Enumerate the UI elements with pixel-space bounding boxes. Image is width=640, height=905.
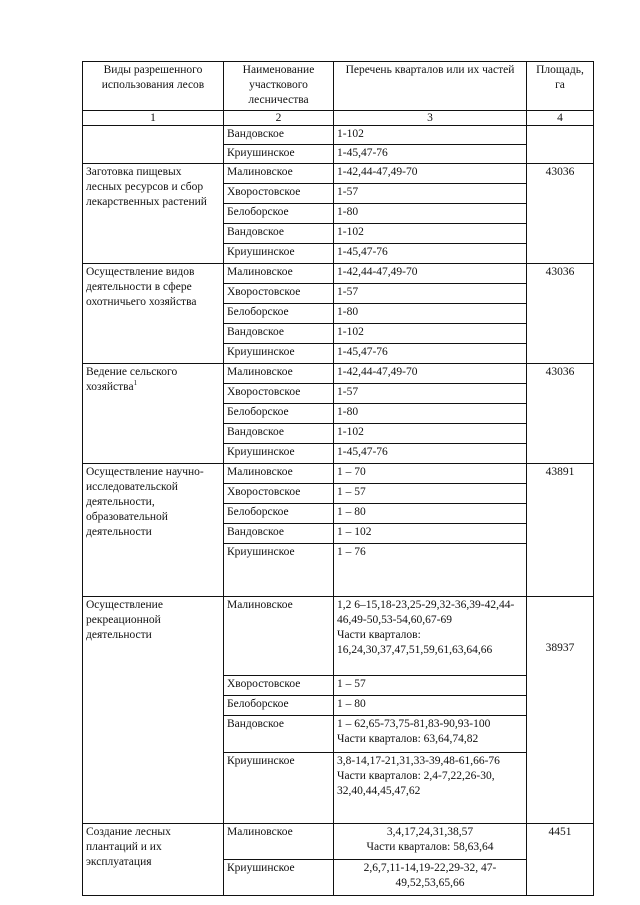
forestry-name-cell: Криушинское — [224, 544, 334, 597]
quarters-line: Части кварталов: 58,63,64 — [366, 841, 494, 853]
use-type-cell — [83, 164, 224, 264]
quarters-cell — [334, 244, 527, 264]
header-forestry-name: Наименование участкового лесничества — [224, 62, 334, 111]
quarters-cell — [334, 344, 527, 364]
table-row — [83, 364, 594, 384]
table-row — [83, 464, 594, 484]
forestry-name-cell: Белоборское — [224, 204, 334, 224]
quarters-line: 1-102 — [337, 128, 364, 140]
quarters-cell — [334, 404, 527, 424]
quarters-line: 1-57 — [337, 386, 359, 398]
quarters-cell — [334, 544, 527, 597]
use-type-cell — [83, 824, 224, 896]
area-cell — [527, 126, 594, 164]
area-cell: 43891 — [527, 464, 594, 597]
quarters-cell — [334, 597, 527, 676]
forestry-name-cell: Белоборское — [224, 504, 334, 524]
quarters-cell — [334, 204, 527, 224]
quarters-cell — [334, 164, 527, 184]
forestry-name-cell: Криушинское — [224, 753, 334, 824]
quarters-line: 1-80 — [337, 206, 359, 218]
use-type-text: Осуществление научно-исследовательской деятельности, образовательной деятельности — [86, 466, 204, 538]
header-quarters-list: Перечень кварталов или их частей — [334, 62, 527, 111]
area-cell: 4451 — [527, 824, 594, 896]
use-type-text: Заготовка пищевых лесных ресурсов и сбор лекарственных растений — [86, 166, 207, 208]
use-type-text: Осуществление рекреационной деятельности — [86, 599, 163, 641]
quarters-line: 1 – 80 — [337, 698, 366, 710]
forestry-name-cell: Малиновское — [224, 264, 334, 284]
quarters-line: 1-80 — [337, 306, 359, 318]
quarters-cell — [334, 324, 527, 344]
footnote-marker: 1 — [133, 379, 138, 388]
table-row — [83, 597, 594, 676]
quarters-cell — [334, 304, 527, 324]
quarters-cell — [334, 145, 527, 164]
quarters-cell — [334, 224, 527, 244]
quarters-cell — [334, 126, 527, 145]
forest-use-table — [82, 61, 594, 896]
forestry-name-cell: Вандовское — [224, 224, 334, 244]
table-row — [83, 824, 594, 860]
quarters-line: Части кварталов: 63,64,74,82 — [337, 733, 479, 745]
quarters-line: 1-42,44-47,49-70 — [337, 366, 418, 378]
forestry-name-cell: Хворостовское — [224, 384, 334, 404]
column-number: 3 — [334, 111, 527, 126]
quarters-line: 1-42,44-47,49-70 — [337, 166, 418, 178]
table-row — [83, 264, 594, 284]
forestry-name-cell: Малиновское — [224, 364, 334, 384]
quarters-cell — [334, 753, 527, 824]
quarters-line: 2,6,7,11-14,19-22,29-32, 47-49,52,53,65,66 — [363, 862, 497, 889]
forestry-name-cell: Белоборское — [224, 696, 334, 716]
use-type-cell — [83, 597, 224, 824]
quarters-line: 1 – 102 — [337, 526, 372, 538]
quarters-line: 1 – 62,65-73,75-81,83-90,93-100 — [337, 718, 491, 730]
use-type-text: Создание лесных плантаций и их эксплуатация — [86, 826, 171, 868]
quarters-line: 1 – 57 — [337, 678, 366, 690]
forestry-name-cell: Криушинское — [224, 244, 334, 264]
quarters-cell — [334, 264, 527, 284]
quarters-cell — [334, 524, 527, 544]
quarters-line: 1-102 — [337, 226, 364, 238]
forestry-name-cell: Малиновское — [224, 824, 334, 860]
forestry-name-cell: Криушинское — [224, 444, 334, 464]
quarters-line: 1 – 80 — [337, 506, 366, 518]
column-number: 2 — [224, 111, 334, 126]
quarters-line: 1 – 57 — [337, 486, 366, 498]
quarters-line: 3,8-14,17-21,31,33-39,48-61,66-76 — [337, 755, 500, 767]
use-type-cell — [83, 264, 224, 364]
forestry-name-cell: Малиновское — [224, 597, 334, 676]
forestry-name-cell: Белоборское — [224, 404, 334, 424]
forestry-name-cell: Вандовское — [224, 716, 334, 753]
quarters-line: 1-45,47-76 — [337, 346, 388, 358]
quarters-cell — [334, 384, 527, 404]
quarters-cell — [334, 484, 527, 504]
header-row — [83, 62, 594, 111]
forestry-name-cell: Криушинское — [224, 344, 334, 364]
quarters-cell — [334, 696, 527, 716]
quarters-line: 1-80 — [337, 406, 359, 418]
quarters-cell — [334, 464, 527, 484]
quarters-cell — [334, 284, 527, 304]
header-use-type: Виды разрешенного использования лесов — [83, 62, 224, 111]
quarters-line: Части кварталов: 2,4-7,22,26-30, 32,40,44,45,47,62 — [337, 770, 495, 797]
area-cell: 43036 — [527, 164, 594, 264]
quarters-cell — [334, 676, 527, 696]
quarters-cell — [334, 424, 527, 444]
forestry-name-cell: Криушинское — [224, 860, 334, 896]
quarters-line: 1 – 76 — [337, 546, 366, 558]
forestry-name-cell: Вандовское — [224, 324, 334, 344]
use-type-text: Ведение сельского хозяйства — [86, 366, 178, 393]
quarters-line: Части кварталов: 16,24,30,37,47,51,59,61,63,64,66 — [337, 629, 493, 656]
use-type-cell — [83, 126, 224, 164]
column-number-row — [83, 111, 594, 126]
forestry-name-cell: Малиновское — [224, 164, 334, 184]
forestry-name-cell: Малиновское — [224, 464, 334, 484]
area-cell: 43036 — [527, 364, 594, 464]
forestry-name-cell: Белоборское — [224, 304, 334, 324]
header-area: Площадь, га — [527, 62, 594, 111]
forestry-name-cell: Вандовское — [224, 424, 334, 444]
quarters-cell — [334, 716, 527, 753]
quarters-line: 1-57 — [337, 186, 359, 198]
quarters-line: 1-57 — [337, 286, 359, 298]
column-number: 1 — [83, 111, 224, 126]
quarters-line: 1-102 — [337, 326, 364, 338]
quarters-cell — [334, 184, 527, 204]
quarters-line: 1-42,44-47,49-70 — [337, 266, 418, 278]
quarters-line: 1-45,47-76 — [337, 147, 388, 159]
forestry-name-cell: Хворостовское — [224, 676, 334, 696]
quarters-line: 1 – 70 — [337, 466, 366, 478]
quarters-cell — [334, 860, 527, 896]
quarters-cell — [334, 824, 527, 860]
forestry-name-cell: Вандовское — [224, 126, 334, 145]
forestry-name-cell: Вандовское — [224, 524, 334, 544]
forestry-name-cell: Хворостовское — [224, 284, 334, 304]
use-type-cell — [83, 464, 224, 597]
forestry-name-cell: Криушинское — [224, 145, 334, 164]
table-row — [83, 164, 594, 184]
quarters-cell — [334, 444, 527, 464]
use-type-cell — [83, 364, 224, 464]
quarters-line: 1-45,47-76 — [337, 246, 388, 258]
area-cell: 43036 — [527, 264, 594, 364]
forestry-name-cell: Хворостовское — [224, 184, 334, 204]
quarters-cell — [334, 504, 527, 524]
forestry-name-cell: Хворостовское — [224, 484, 334, 504]
use-type-text: Осуществление видов деятельности в сфере охотничьего хозяйства — [86, 266, 197, 308]
table-row — [83, 126, 594, 145]
quarters-cell — [334, 364, 527, 384]
quarters-line: 1,2 6–15,18-23,25-29,32-36,39-42,44-46,49-50,53-54,60,67-69 — [337, 599, 515, 626]
area-cell: 38937 — [527, 597, 594, 824]
quarters-line: 3,4,17,24,31,38,57 — [386, 826, 474, 838]
column-number: 4 — [527, 111, 594, 126]
quarters-line: 1-45,47-76 — [337, 446, 388, 458]
quarters-line: 1-102 — [337, 426, 364, 438]
